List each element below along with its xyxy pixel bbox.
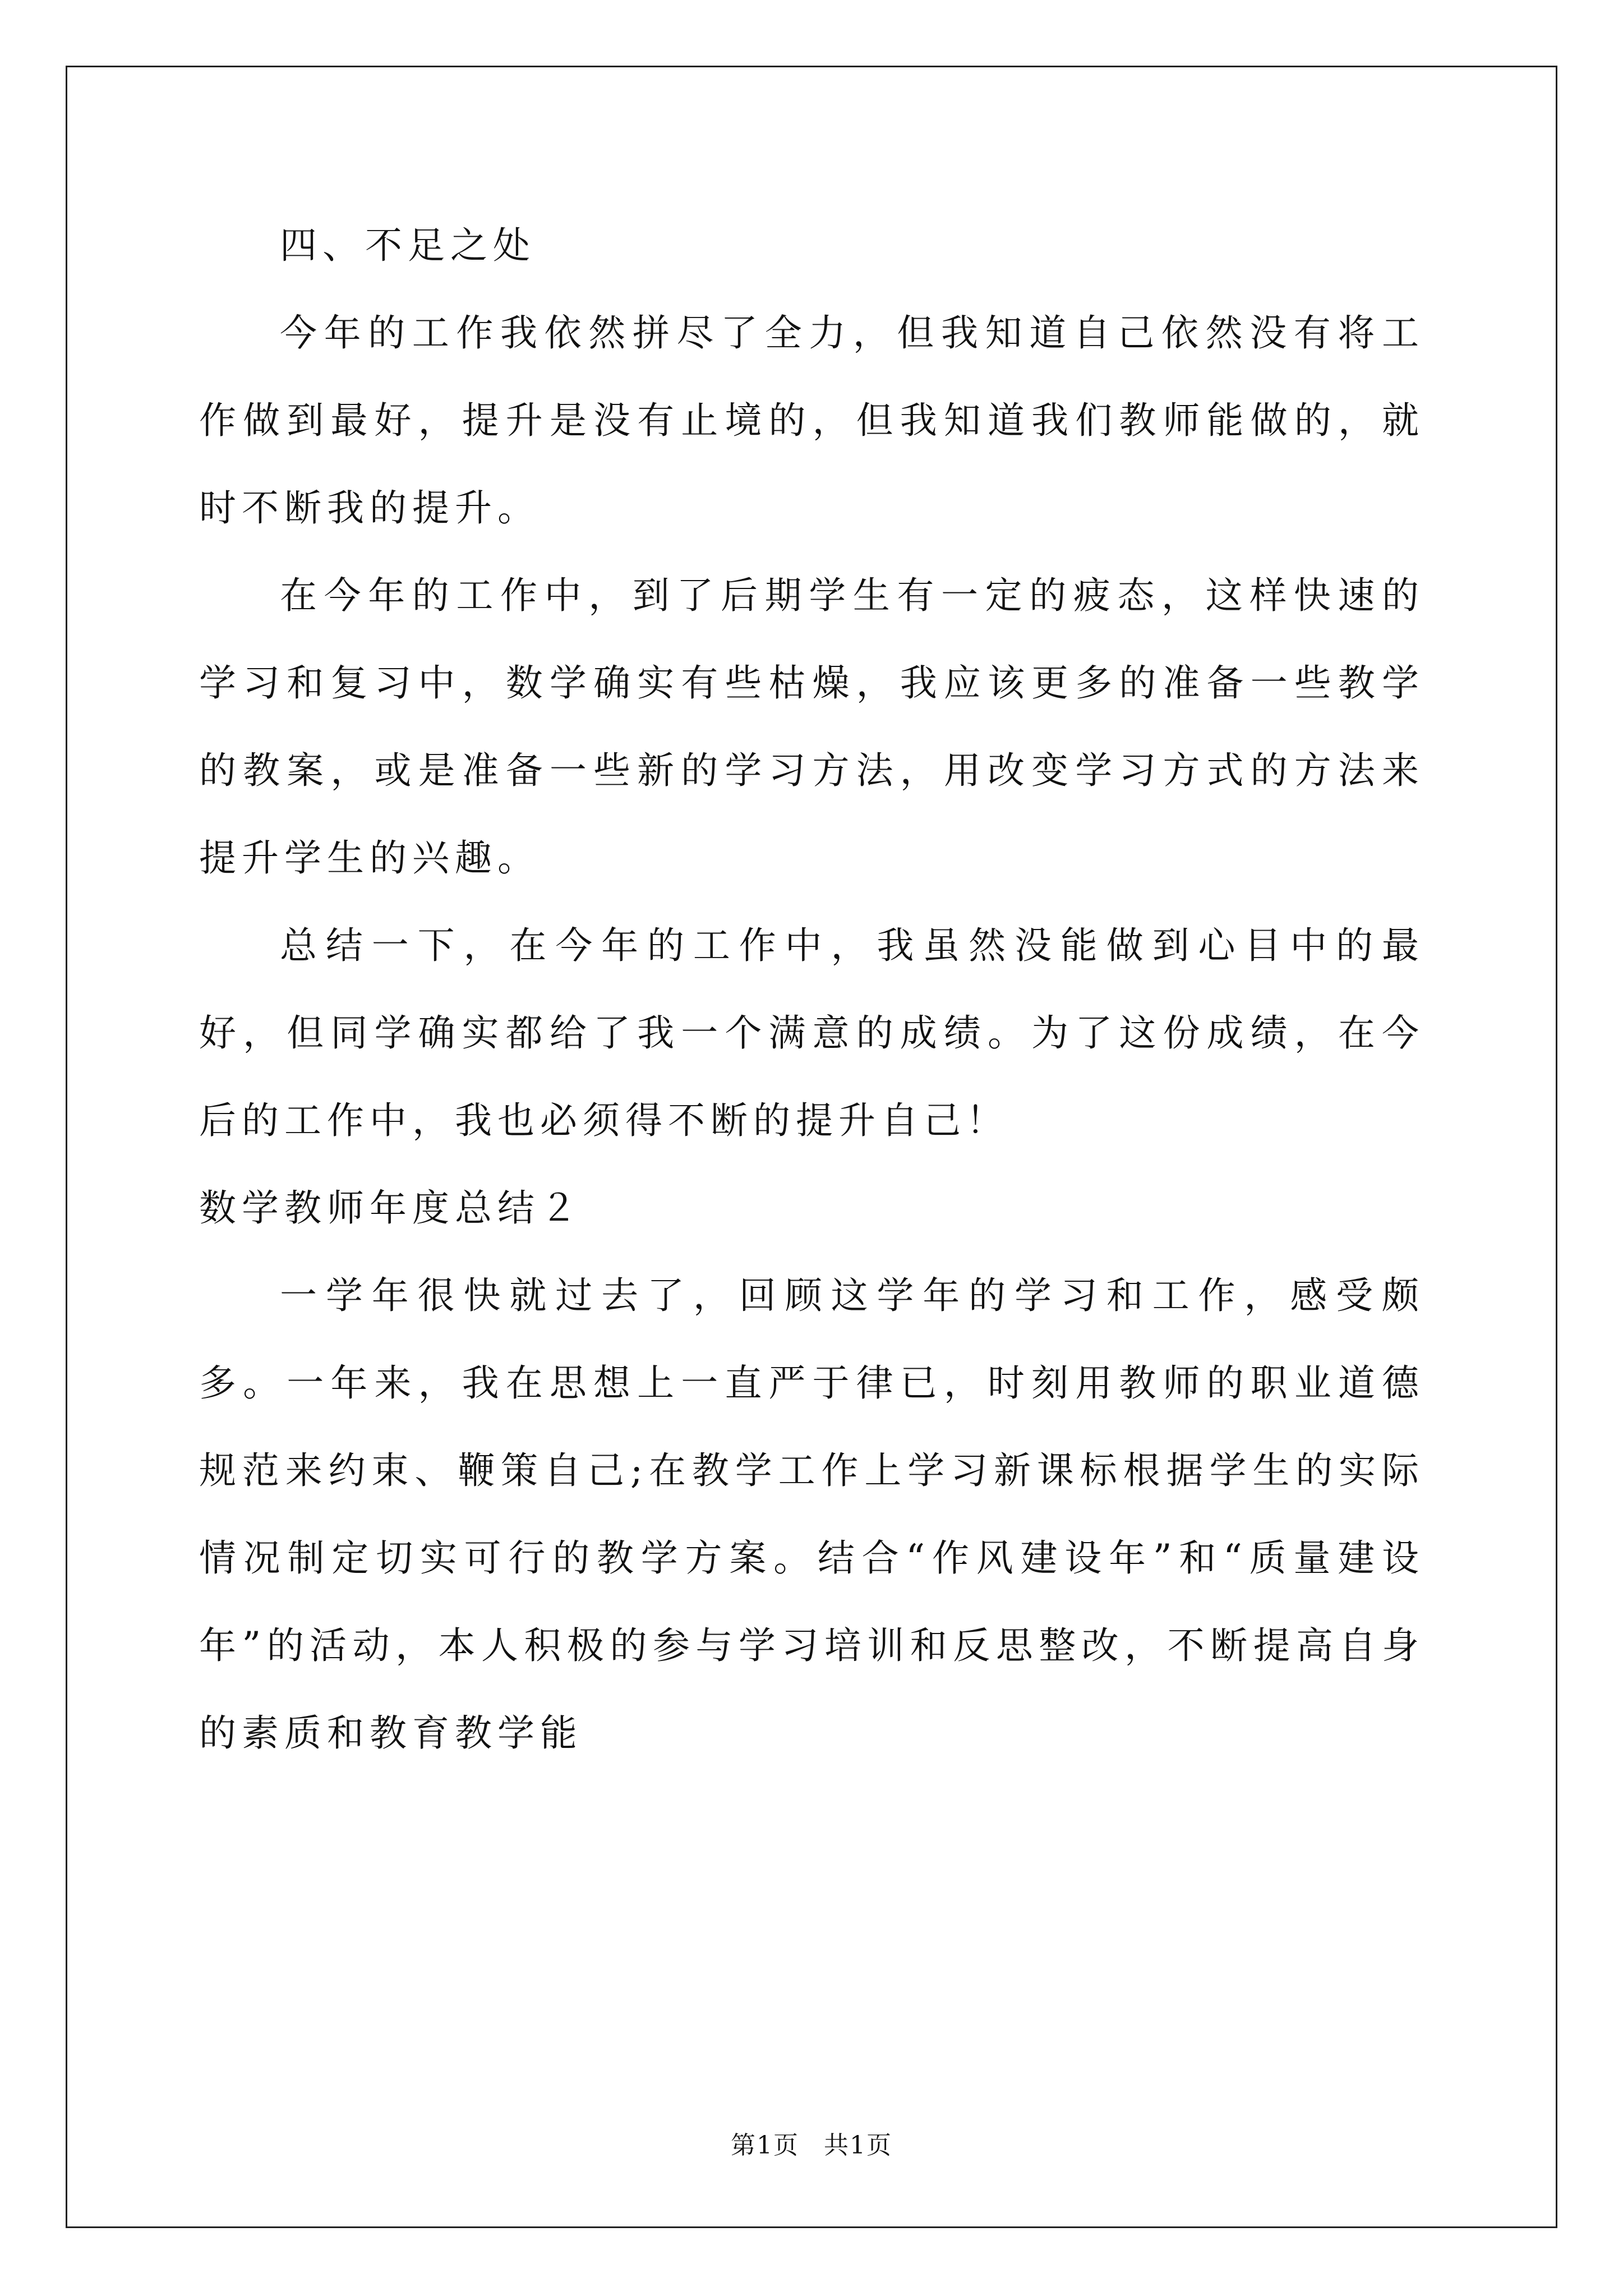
paragraph: 今年的工作我依然拼尽了全力，但我知道自己依然没有将工作做到最好，提升是没有止境的，但我知道我们教师能做的，就时不断我的提升。 [199, 311, 1424, 530]
page-footer [0, 2129, 1623, 2162]
paragraph: 一学年很快就过去了，回顾这学年的学习和工作，感受颇多。一年来，我在思想上一直严于律已，时刻用教师的职业道德规范来约束、鞭策自己;在教学工作上学习新课标根据学生的实际情况制定切实可行的教学方案。结合“作风建设年”和“质量建设年”的活动，本人积极的参与学习培训和反思整改，不断提高自身的素质和教育教学能 [199, 1274, 1424, 1755]
page-total: 共1页 [824, 2131, 892, 2160]
section-heading-shortcomings: 四、不足之处 [280, 224, 536, 267]
paragraph: 在今年的工作中，到了后期学生有一定的疲态，这样快速的学习和复习中，数学确实有些枯燥，我应该更多的准备一些教学的教案，或是准备一些新的学习方法，用改变学习方式的方法来提升学生的兴趣。 [199, 574, 1424, 880]
article-title: 数学教师年度总结２ [199, 1186, 583, 1230]
document-body [199, 202, 1424, 1777]
page-number: 第1页 [731, 2131, 799, 2160]
paragraph: 总结一下，在今年的工作中，我虽然没能做到心目中的最好，但同学确实都给了我一个满意的成绩。为了这份成绩，在今后的工作中，我也必须得不断的提升自己！ [199, 924, 1424, 1142]
